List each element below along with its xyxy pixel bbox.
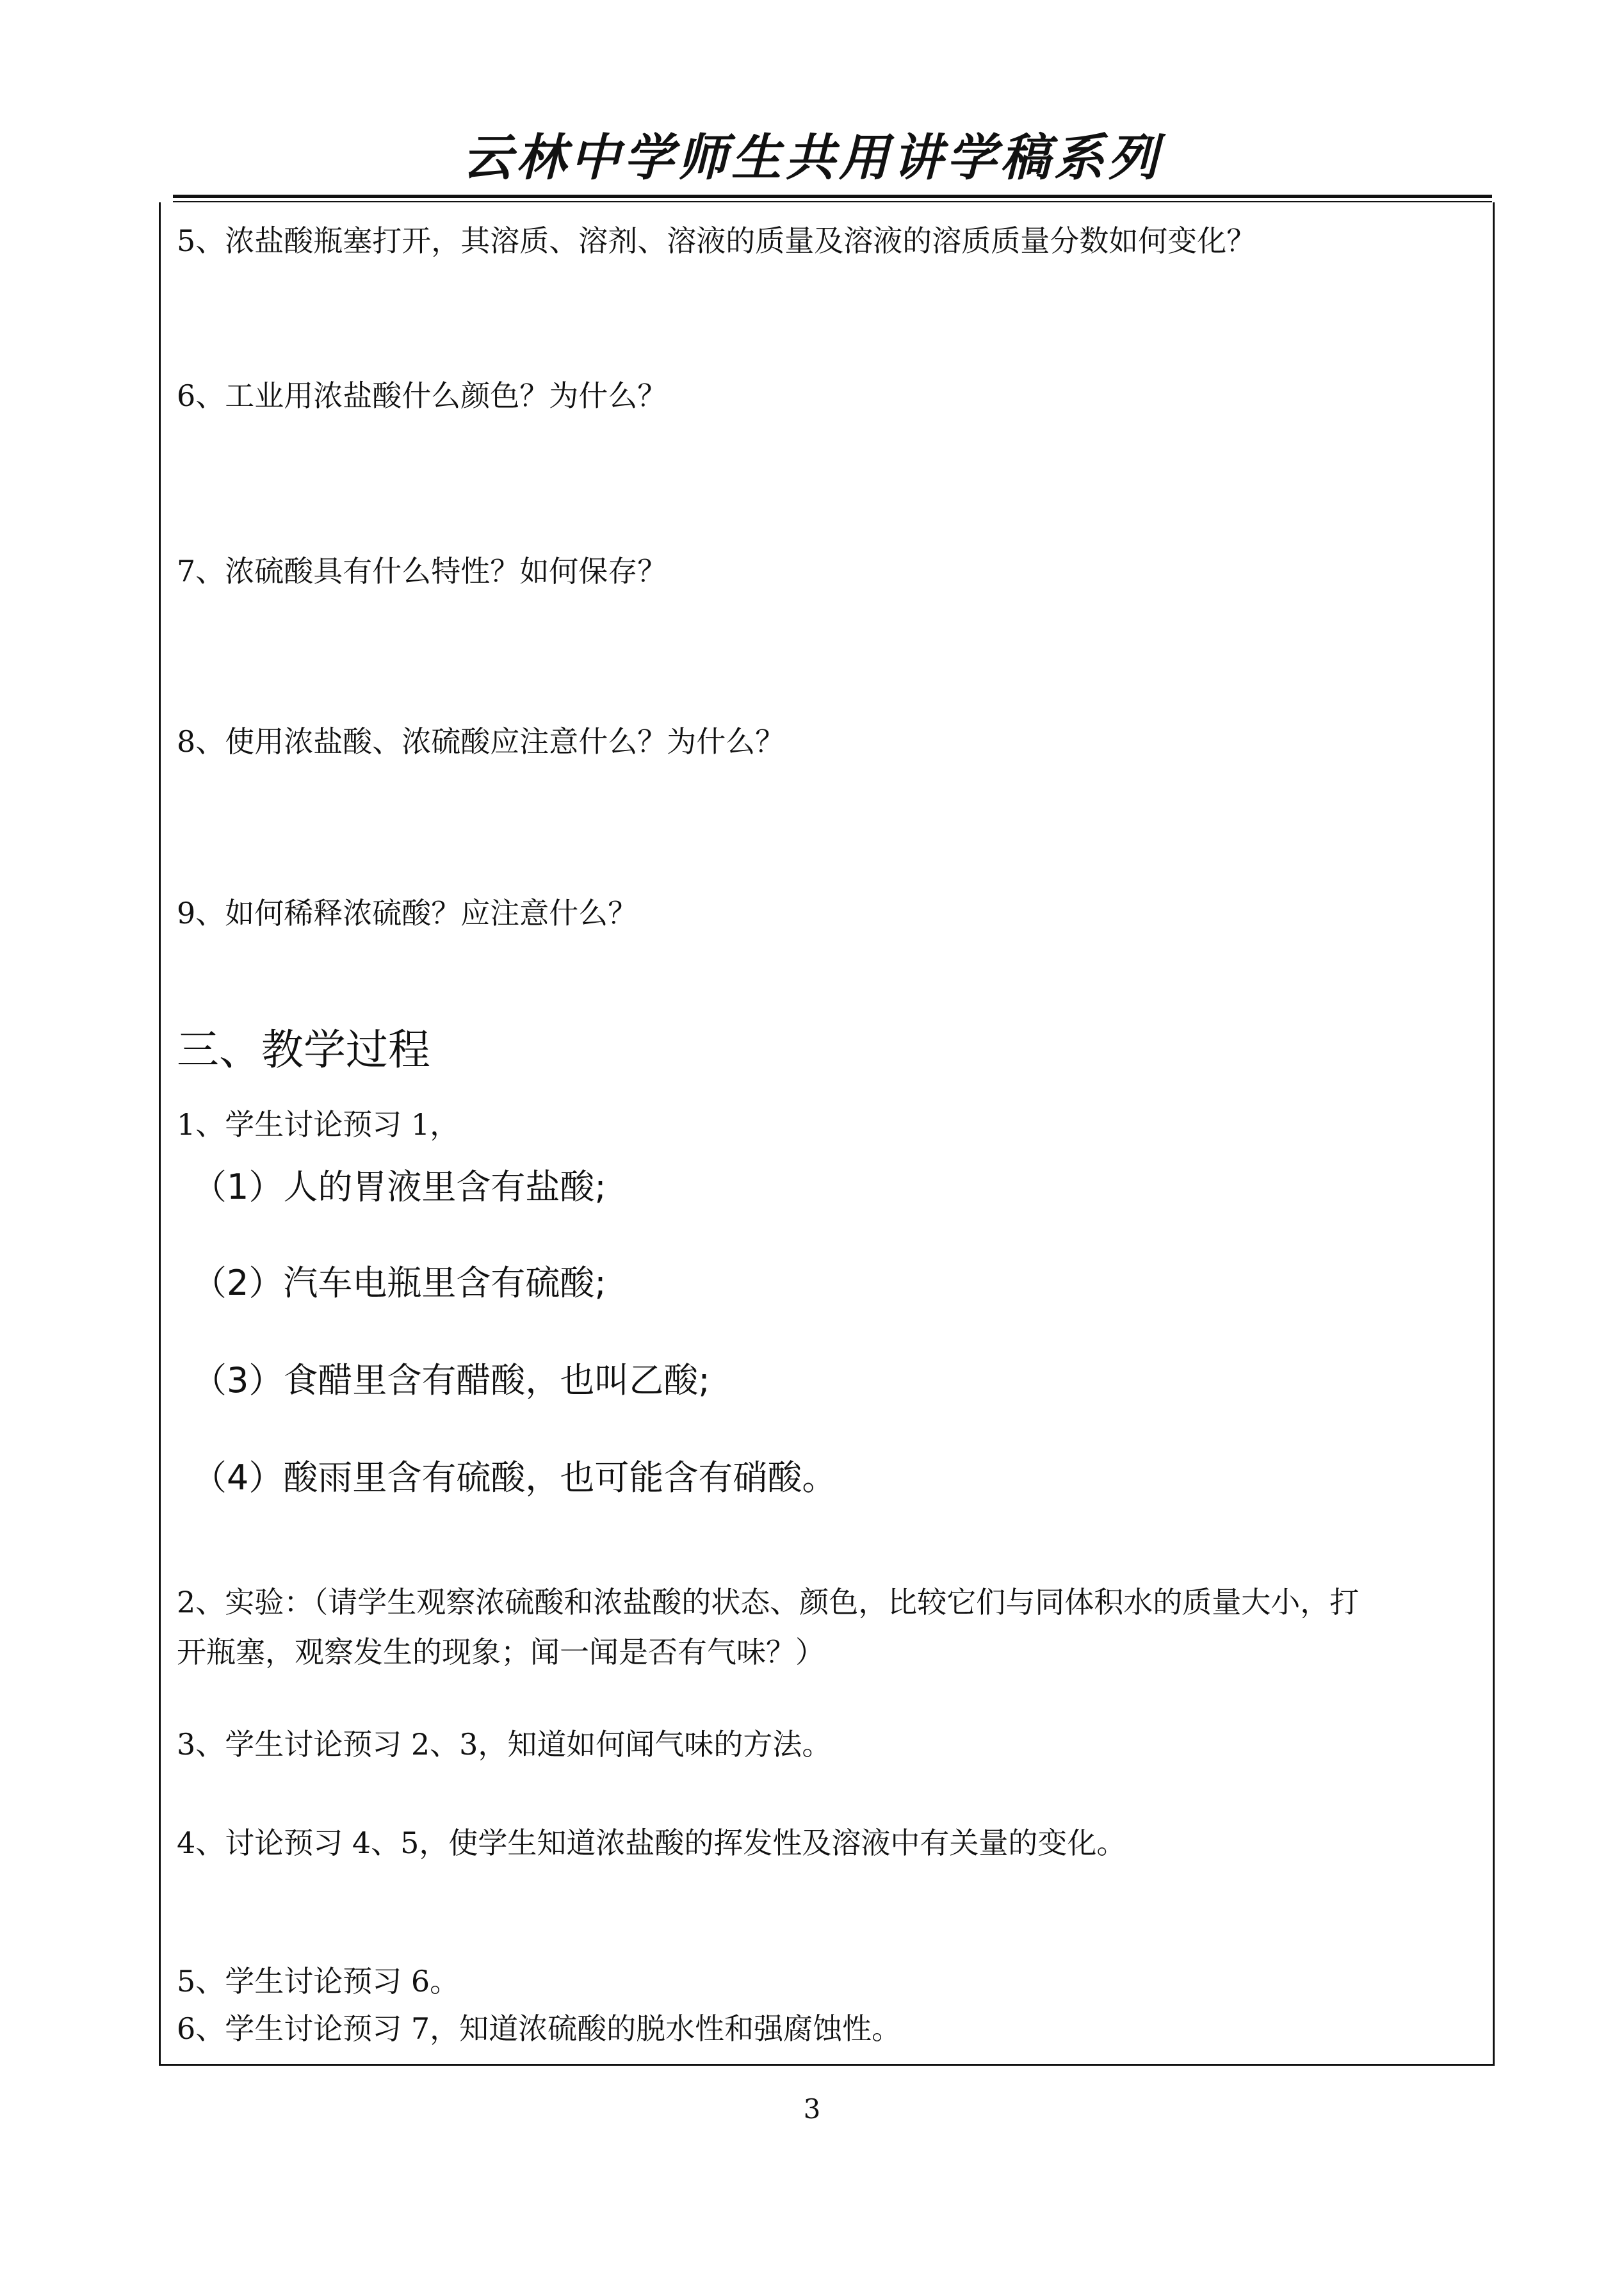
question-6: 6、工业用浓盐酸什么颜色？为什么？	[177, 378, 667, 413]
process-step-3: 3、学生讨论预习 2、3，知道如何闻气味的方法。	[177, 1727, 832, 1762]
sub-item-2: （2）汽车电瓶里含有硫酸;	[192, 1263, 606, 1303]
question-9: 9、如何稀释浓硫酸？应注意什么？	[177, 896, 638, 930]
page-number: 3	[803, 2093, 821, 2125]
sub-item-1: （1）人的胃液里含有盐酸;	[192, 1167, 606, 1207]
header-rule	[173, 195, 1492, 198]
question-8: 8、使用浓盐酸、浓硫酸应注意什么？为什么？	[177, 724, 785, 759]
process-step-2-line-1: 2、实验：（请学生观察浓硫酸和浓盐酸的状态、颜色，比较它们与同体积水的质量大小，打	[177, 1585, 1360, 1619]
sub-item-4: （4）酸雨里含有硫酸，也可能含有硝酸。	[192, 1457, 837, 1498]
question-7: 7、浓硫酸具有什么特性？如何保存？	[177, 554, 667, 588]
process-step-6: 6、学生讨论预习 7，知道浓硫酸的脱水性和强腐蚀性。	[177, 2011, 902, 2046]
page-header-title: 云林中学师生共用讲学稿系列	[462, 129, 1162, 187]
question-5: 5、浓盐酸瓶塞打开，其溶质、溶剂、溶液的质量及溶液的溶质质量分数如何变化？	[177, 223, 1256, 258]
process-step-5: 5、学生讨论预习 6。	[177, 1964, 460, 1999]
process-step-2-line-2: 开瓶塞，观察发生的现象；闻一闻是否有气味？）	[177, 1635, 825, 1669]
sub-item-3: （3）食醋里含有醋酸，也叫乙酸;	[192, 1360, 710, 1400]
process-step-4: 4、讨论预习 4、5，使学生知道浓盐酸的挥发性及溶液中有关量的变化。	[177, 1826, 1126, 1860]
section-heading: 三、教学过程	[177, 1025, 430, 1075]
process-step-1: 1、学生讨论预习 1，	[177, 1107, 460, 1142]
